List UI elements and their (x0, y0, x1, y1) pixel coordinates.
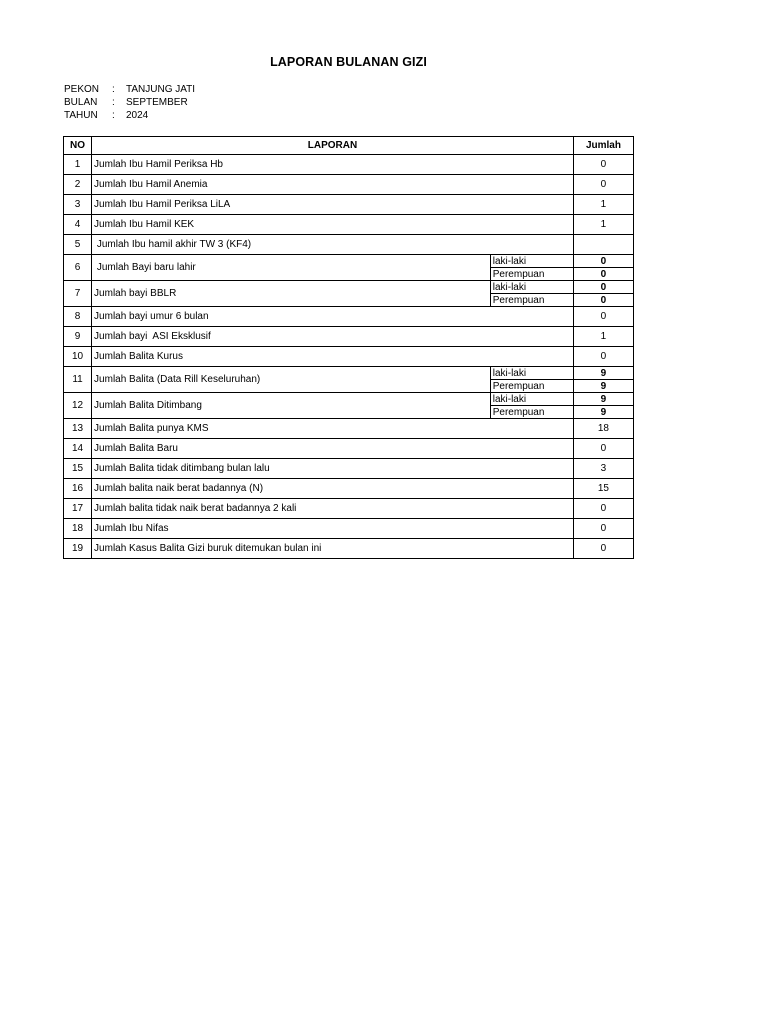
row-number: 1 (64, 155, 92, 175)
row-sub-label: Perempuan (490, 268, 573, 281)
row-sub-value: 9 (573, 380, 633, 393)
row-sub-label: Perempuan (490, 294, 573, 307)
row-label: Jumlah balita tidak naik berat badannya 2 kali (92, 499, 574, 519)
row-number: 10 (64, 347, 92, 367)
meta-label: BULAN (64, 97, 98, 108)
row-label: Jumlah Balita Kurus (92, 347, 574, 367)
row-number: 9 (64, 327, 92, 347)
table-row (64, 459, 634, 479)
row-value: 0 (573, 307, 633, 327)
table-row (64, 155, 634, 175)
meta-value: SEPTEMBER (126, 97, 188, 108)
row-label: Jumlah Kasus Balita Gizi buruk ditemukan bulan ini (92, 539, 574, 559)
row-number: 14 (64, 439, 92, 459)
row-sub-label: Perempuan (490, 380, 573, 393)
row-value: 0 (573, 499, 633, 519)
row-label: Jumlah Balita (Data Rill Keseluruhan) (92, 367, 491, 393)
row-label: Jumlah Ibu Hamil Anemia (92, 175, 574, 195)
row-sub-value: 0 (573, 294, 633, 307)
row-value: 18 (573, 419, 633, 439)
row-number: 7 (64, 281, 92, 307)
row-value: 0 (573, 175, 633, 195)
table-header-row (64, 137, 634, 155)
row-number: 18 (64, 519, 92, 539)
row-number: 15 (64, 459, 92, 479)
page-title: LAPORAN BULANAN GIZI (270, 55, 427, 69)
row-value: 3 (573, 459, 633, 479)
report-meta (64, 83, 195, 122)
row-sub-value: 9 (573, 406, 633, 419)
meta-separator: : (112, 84, 115, 95)
row-value: 1 (573, 215, 633, 235)
table-row (64, 367, 634, 380)
row-sub-label: laki-laki (490, 281, 573, 294)
table-row (64, 235, 634, 255)
row-sub-label: laki-laki (490, 367, 573, 380)
row-value (573, 235, 633, 255)
row-label: Jumlah Ibu Hamil Periksa Hb (92, 155, 574, 175)
table-row (64, 327, 634, 347)
row-label: Jumlah Ibu Hamil KEK (92, 215, 574, 235)
report-table (63, 136, 634, 559)
meta-row-pekon (64, 83, 195, 96)
meta-label: PEKON (64, 84, 100, 95)
meta-separator: : (112, 110, 115, 121)
row-label: Jumlah Balita Baru (92, 439, 574, 459)
table-row (64, 195, 634, 215)
table-row (64, 499, 634, 519)
meta-value: TANJUNG JATI (126, 84, 196, 95)
row-number: 13 (64, 419, 92, 439)
meta-separator: : (112, 97, 115, 108)
header-no: NO (64, 137, 92, 155)
row-label: Jumlah Balita punya KMS (92, 419, 574, 439)
table-row (64, 347, 634, 367)
row-value: 1 (573, 327, 633, 347)
row-number: 19 (64, 539, 92, 559)
row-number: 12 (64, 393, 92, 419)
row-number: 3 (64, 195, 92, 215)
row-label: Jumlah bayi ASI Eksklusif (92, 327, 574, 347)
row-number: 17 (64, 499, 92, 519)
row-sub-value: 0 (573, 281, 633, 294)
row-number: 8 (64, 307, 92, 327)
row-number: 4 (64, 215, 92, 235)
row-sub-value: 9 (573, 367, 633, 380)
report-body (64, 155, 634, 559)
table-row (64, 175, 634, 195)
row-sub-value: 0 (573, 268, 633, 281)
row-number: 2 (64, 175, 92, 195)
row-value: 0 (573, 155, 633, 175)
row-value: 0 (573, 439, 633, 459)
row-value: 15 (573, 479, 633, 499)
table-row (64, 215, 634, 235)
meta-label: TAHUN (64, 110, 98, 121)
row-value: 0 (573, 347, 633, 367)
row-label: Jumlah Ibu hamil akhir TW 3 (KF4) (92, 235, 574, 255)
table-row (64, 439, 634, 459)
row-number: 16 (64, 479, 92, 499)
row-number: 6 (64, 255, 92, 281)
row-label: Jumlah Bayi baru lahir (92, 255, 491, 281)
row-label: Jumlah balita naik berat badannya (N) (92, 479, 574, 499)
meta-value: 2024 (126, 110, 149, 121)
row-sub-label: Perempuan (490, 406, 573, 419)
row-sub-label: laki-laki (490, 255, 573, 268)
row-sub-label: laki-laki (490, 393, 573, 406)
row-label: Jumlah Balita tidak ditimbang bulan lalu (92, 459, 574, 479)
row-label: Jumlah bayi BBLR (92, 281, 491, 307)
row-sub-value: 9 (573, 393, 633, 406)
row-number: 5 (64, 235, 92, 255)
row-label: Jumlah bayi umur 6 bulan (92, 307, 574, 327)
row-label: Jumlah Ibu Nifas (92, 519, 574, 539)
table-row (64, 519, 634, 539)
row-number: 11 (64, 367, 92, 393)
row-label: Jumlah Ibu Hamil Periksa LiLA (92, 195, 574, 215)
row-sub-value: 0 (573, 255, 633, 268)
table-row (64, 539, 634, 559)
row-value: 1 (573, 195, 633, 215)
table-row (64, 419, 634, 439)
table-row (64, 393, 634, 406)
row-value: 0 (573, 519, 633, 539)
header-jumlah: Jumlah (573, 137, 633, 155)
row-label: Jumlah Balita Ditimbang (92, 393, 491, 419)
table-row (64, 479, 634, 499)
header-laporan: LAPORAN (92, 137, 574, 155)
table-row (64, 281, 634, 294)
table-row (64, 307, 634, 327)
row-value: 0 (573, 539, 633, 559)
table-row (64, 255, 634, 268)
meta-row-bulan (64, 96, 195, 109)
meta-row-tahun (64, 109, 195, 122)
